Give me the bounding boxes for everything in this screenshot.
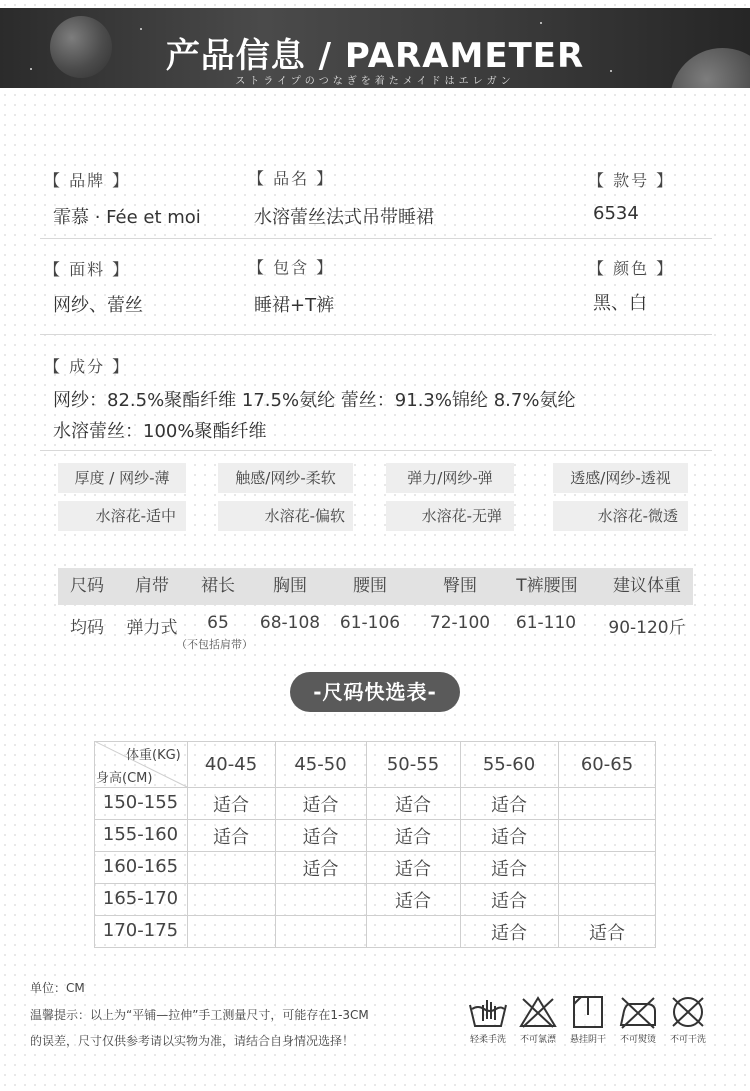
care-label: 不可氯漂 (519, 1035, 556, 1045)
hang-dry-icon (568, 995, 608, 1029)
attribute-tag: 触感/网纱-柔软 (218, 463, 353, 493)
divider (40, 450, 712, 451)
fit-cell: 适合 (589, 923, 625, 944)
height-row-header: 155-160 (102, 824, 179, 845)
unit-note: 单位：CM (30, 981, 85, 995)
size-value-cell: 弹力式 (126, 618, 178, 638)
tip-line-2: 的误差，尺寸仅供参考请以实物为准，请结合自身情况选择！ (30, 1034, 355, 1048)
size-header-cell: 腰围 (353, 576, 387, 596)
size-value-cell: 均码 (70, 618, 104, 638)
weight-column-header: 55-60 (482, 754, 536, 775)
care-item (513, 995, 563, 1045)
no-bleach-icon (518, 995, 558, 1029)
fit-cell: 适合 (302, 859, 339, 880)
fit-cell: 适合 (491, 923, 527, 944)
fit-cell: 适合 (395, 891, 431, 912)
size-value-cell: 65 (207, 613, 229, 633)
name-label: 【 品名 】 (248, 169, 335, 188)
no-iron-icon (618, 995, 658, 1029)
attribute-tag: 水溶花-适中 (58, 501, 186, 531)
care-item (663, 995, 713, 1045)
size-header-cell: 裙长 (201, 576, 235, 596)
composition-line-1: 网纱：82.5%聚酯纤维 17.5%氨纶 蕾丝：91.3%锦纶 8.7%氨纶 (53, 390, 576, 411)
care-item (613, 995, 663, 1045)
size-value-cell: 68-108 (259, 613, 321, 633)
includes-label: 【 包含 】 (248, 258, 335, 277)
size-header-cell: 臀围 (443, 576, 477, 596)
tip-line-1: 温馨提示：以上为“平铺—拉伸”手工测量尺寸，可能存在1-3CM (30, 1008, 369, 1022)
size-value-cell: 61-106 (339, 613, 401, 633)
height-row-header: 165-170 (102, 888, 179, 909)
quick-select-title: -尺码快选表- (290, 672, 460, 712)
composition-line-2: 水溶蕾丝：100%聚酯纤维 (53, 421, 267, 442)
fit-cell: 适合 (491, 827, 527, 848)
care-label: 悬挂阴干 (569, 1035, 606, 1045)
length-note: （不包括肩带） (176, 638, 253, 651)
fabric-label: 【 面料 】 (44, 260, 131, 279)
attribute-tag: 厚度 / 网纱-薄 (58, 463, 186, 493)
height-row-header: 160-165 (102, 856, 179, 877)
care-item (463, 995, 513, 1045)
model-value: 6534 (593, 203, 639, 224)
quick-select-table (94, 741, 656, 948)
color-value: 黑、白 (593, 293, 647, 314)
weight-axis-label: 体重(KG) (126, 748, 181, 763)
brand-value: 霏慕 · Fée et moi (53, 207, 201, 228)
height-row-header: 170-175 (102, 920, 179, 941)
size-header-cell: T裤腰围 (516, 576, 578, 596)
height-row-header: 150-155 (102, 792, 179, 813)
care-label: 轻柔手洗 (469, 1035, 506, 1045)
model-label: 【 款号 】 (588, 171, 675, 190)
size-value-cell: 61-110 (515, 613, 577, 633)
banner-title: 产品信息 / PARAMETER (165, 36, 585, 76)
fit-cell: 适合 (395, 827, 431, 848)
fit-cell: 适合 (395, 795, 431, 816)
fit-cell: 适合 (491, 795, 527, 816)
attribute-tag: 弹力/网纱-弹 (386, 463, 514, 493)
attribute-tag: 水溶花-偏软 (218, 501, 353, 531)
includes-value: 睡裙+T裤 (254, 295, 335, 316)
size-value-cell: 72-100 (429, 613, 491, 633)
divider (40, 334, 712, 335)
fit-cell: 适合 (491, 891, 527, 912)
hand-wash-icon (468, 995, 508, 1029)
size-header-cell: 胸围 (273, 576, 307, 596)
size-header-cell: 尺码 (70, 576, 104, 596)
fit-cell: 适合 (302, 795, 339, 816)
care-item (563, 995, 613, 1045)
size-header-cell: 肩带 (135, 576, 169, 596)
header-banner (0, 8, 750, 88)
fit-cell: 适合 (213, 827, 249, 848)
fit-cell: 适合 (395, 859, 431, 880)
weight-column-header: 50-55 (386, 754, 440, 775)
care-label: 不可干洗 (669, 1035, 706, 1045)
attribute-tag: 水溶花-微透 (553, 501, 688, 531)
weight-column-header: 40-45 (204, 754, 258, 775)
attribute-tag: 水溶花-无弹 (386, 501, 514, 531)
attribute-tag: 透感/网纱-透视 (553, 463, 688, 493)
fit-cell: 适合 (213, 795, 249, 816)
fit-cell: 适合 (491, 859, 527, 880)
brand-label: 【 品牌 】 (44, 171, 131, 190)
care-label: 不可熨烫 (619, 1035, 656, 1045)
name-value: 水溶蕾丝法式吊带睡裙 (254, 207, 434, 228)
no-dry-clean-icon (668, 995, 708, 1029)
height-axis-label: 身高(CM) (96, 771, 153, 786)
size-value-cell: 90-120斤 (608, 618, 686, 638)
fit-cell: 适合 (302, 827, 339, 848)
banner-subtitle: ストライプのつなぎを着たメイドはエレガン (235, 76, 515, 87)
weight-column-header: 45-50 (294, 754, 347, 775)
star-decoration (540, 22, 542, 24)
composition-label: 【 成分 】 (44, 357, 131, 376)
divider (40, 238, 712, 239)
color-label: 【 颜色 】 (588, 259, 675, 278)
size-header-cell: 建议体重 (613, 576, 681, 596)
weight-column-header: 60-65 (580, 754, 634, 775)
fabric-value: 网纱、蕾丝 (53, 295, 143, 316)
